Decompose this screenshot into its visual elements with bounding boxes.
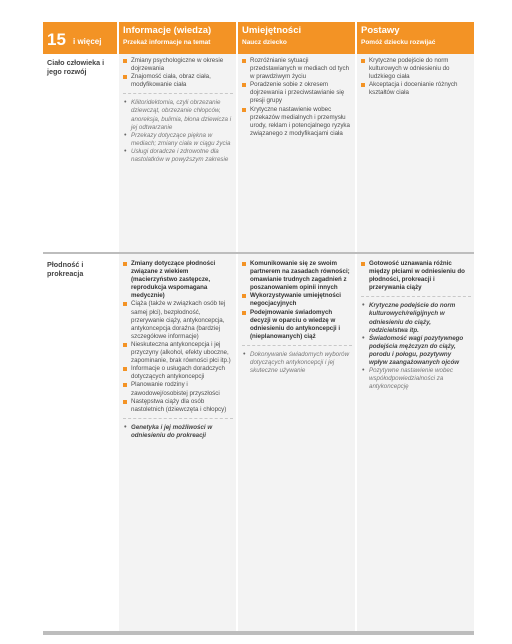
row2-info-cell (123, 260, 233, 440)
list-item: Informacje o usługach doradczych dotyczących antykoncepcji (123, 365, 233, 381)
divider (361, 296, 471, 297)
divider (242, 345, 352, 346)
age-group-suffix: i więcej (73, 37, 102, 46)
list-item: Nieskuteczna antykoncepcja i jej przyczyny (alkohol, efekty uboczne, zapominanie, brak równości płci itp.) (123, 341, 233, 365)
list-item: • Usługi doradcze i zdrowotne dla nastolatków w powyższym zakresie (123, 148, 233, 164)
header-info (119, 22, 236, 54)
list-item: Wykorzystywanie umiejętności negocjacyjnych (242, 292, 352, 308)
list-item: • Pozytywne nastawienie wobec współodpowiedzialności za antykoncepcję (361, 367, 471, 391)
list-item: Znajomość ciała, obraz ciała, modyfikowanie ciała (123, 73, 233, 89)
sexuality-education-table (43, 22, 474, 637)
list-item: • Krytyczne podejście do norm kulturowych/religijnych w odniesieniu do ciąży, rodzicielstwa itp. (361, 302, 471, 334)
row1-info-cell (123, 57, 233, 164)
list-item: • Świadomość wagi pozytywnego podejścia mężczyzn do ciąży, porodu i połogu, pozytywny wpływ zaangażowanych ojców (361, 335, 471, 367)
list-item: • Przekazy dotyczące piękna w mediach; zmiany ciała w ciągu życia (123, 132, 233, 148)
row1-attitudes-cell (361, 57, 471, 97)
header-attitudes (357, 22, 474, 54)
list-item: Następstwa ciąży dla osób nastoletnich (dziewczęta i chłopcy) (123, 398, 233, 414)
list-item: Podejmowanie świadomych decyzji w oparciu o wiedzę w odniesieniu do antykoncepcji i (nieplanowanych) ciąż (242, 309, 352, 341)
list-item: Krytyczne podejście do norm kulturowych w odniesieniu do ludzkiego ciała (361, 57, 471, 81)
list-item: • Genetyka i jej możliwości w odniesieniu do prokreacji (123, 424, 233, 440)
row1-label-bg (43, 54, 117, 252)
table-bottom-rule (43, 631, 474, 635)
list-item: Zmiany dotyczące płodności związane z wiekiem (macierzyństwo zastępcze, reprodukcja wspomagana medycznie) (123, 260, 233, 300)
list-item: Komunikowanie się ze swoim partnerem na zasadach równości; omawianie trudnych zagadnień z poszanowaniem opinii innych (242, 260, 352, 292)
age-group-number: 15 (47, 30, 66, 49)
list-item: Rozróżnianie sytuacji przedstawianych w mediach od tych w prawdziwym życiu (242, 57, 352, 81)
header-skills (238, 22, 355, 54)
header-attitudes-title: Postawy (361, 25, 400, 36)
row2-label: Płodność i prokreacja (47, 260, 84, 278)
divider (123, 93, 233, 94)
row2-skills-cell (242, 260, 352, 375)
list-item: • Dokonywanie świadomych wyborów dotyczących antykoncepcji i jej skuteczne używanie (242, 351, 352, 375)
age-group-header (43, 22, 117, 54)
list-item: Ciąża (także w związkach osób tej samej płci), bezpłodność, przerywanie ciąży, antykoncepcja, antykoncepcja doraźna (bardziej szczegółowe informacje) (123, 300, 233, 340)
row1-skills-cell (242, 57, 352, 138)
list-item: Zmiany psychologiczne w okresie dojrzewania (123, 57, 233, 73)
header-skills-title: Umiejętności (242, 25, 302, 36)
header-info-subtitle: Przekaż informacje na temat (123, 39, 211, 46)
row1-label: Ciało człowieka i jego rozwój (47, 58, 105, 76)
header-info-title: Informacje (wiedza) (123, 25, 212, 36)
list-item: Poradzenie sobie z okresem dojrzewania i przeciwstawianie się presji grupy (242, 81, 352, 105)
row2-attitudes-cell (361, 260, 471, 391)
list-item: • Kliitoridektomia, czyli obrzezanie dziewcząt, obrzezanie chłopców, anoreksja, bulimia, błona dziewicza i jej odtwarzanie (123, 99, 233, 131)
divider (123, 418, 233, 419)
list-item: Akceptacja i docenianie różnych kształtów ciała (361, 81, 471, 97)
list-item: Gotowość uznawania różnic między płciami w odniesieniu do płodności, prokreacji i przerywania ciąży (361, 260, 471, 292)
header-attitudes-subtitle: Pomóż dziecku rozwijać (361, 39, 436, 46)
list-item: Krytyczne nastawienie wobec przekazów medialnych i przemysłu urody, reklam i potencjalnego ryzyka związanego z modyfikacjami ciała (242, 106, 352, 138)
header-skills-subtitle: Naucz dziecko (242, 39, 287, 46)
list-item: Planowanie rodziny i zawodowej/osobistej przyszłości (123, 381, 233, 397)
